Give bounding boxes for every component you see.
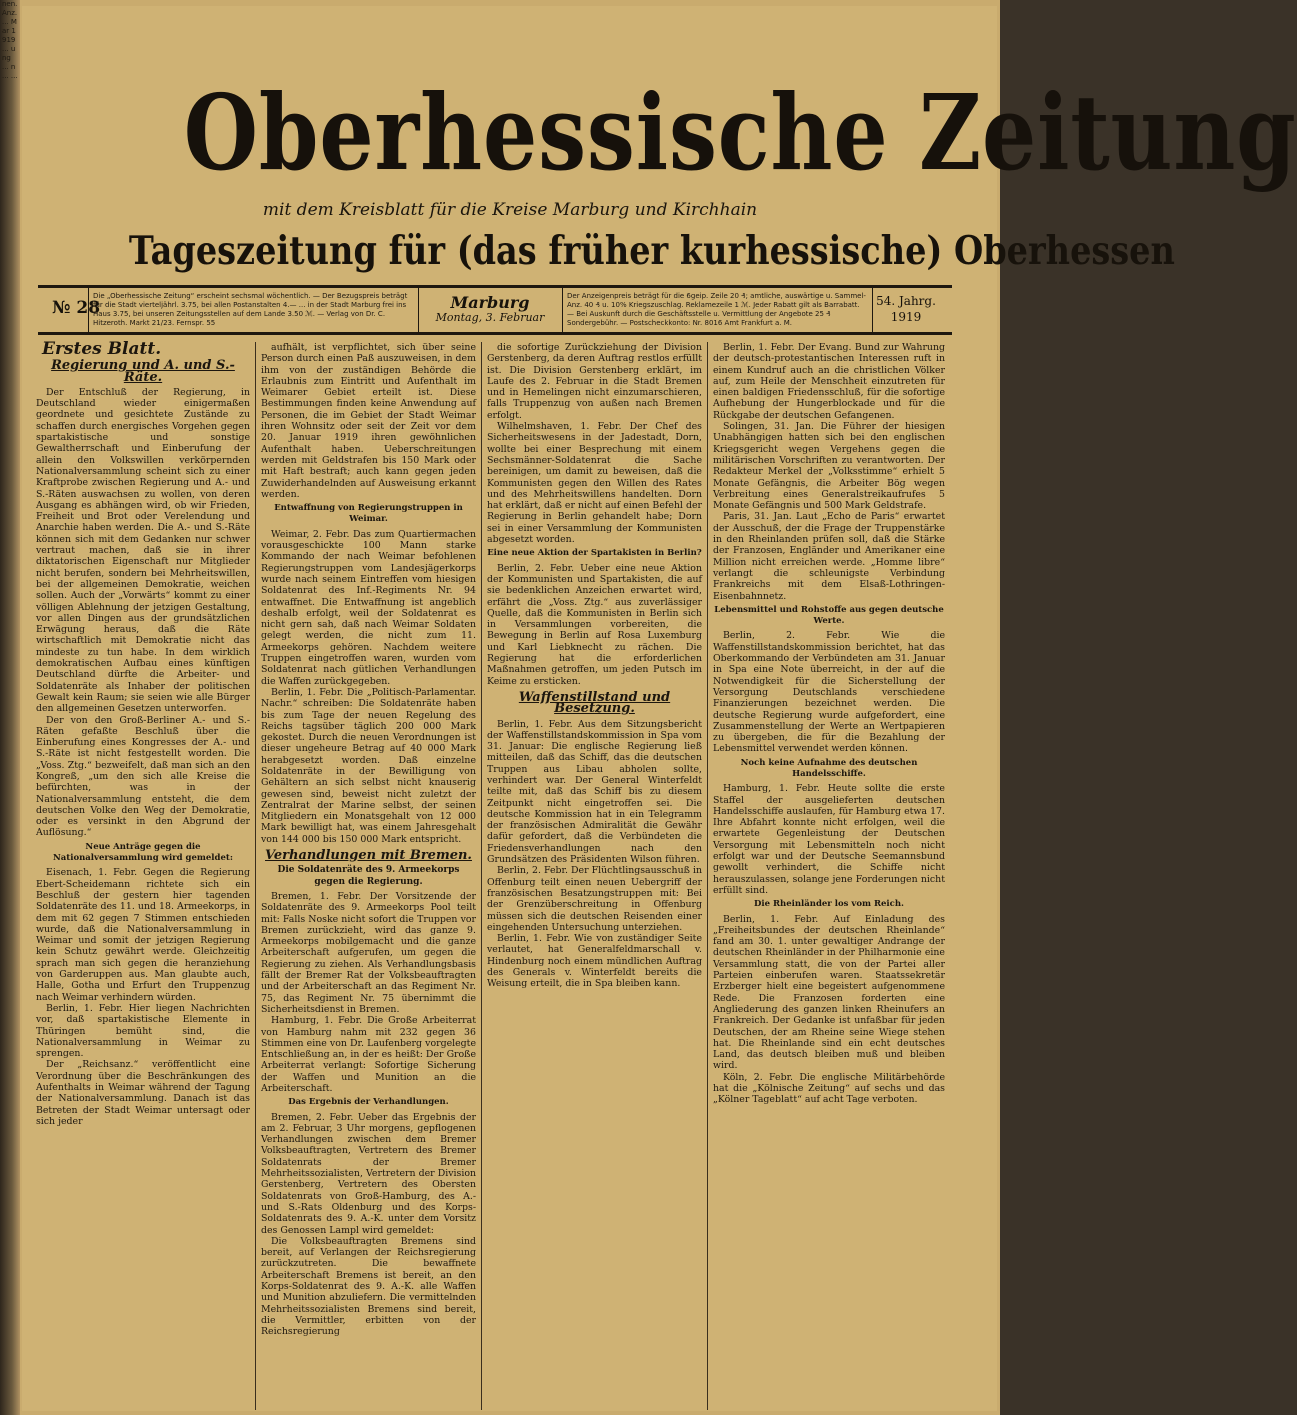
column-rule [481,342,482,1410]
volume-info [876,293,936,325]
book-binding [0,0,20,1415]
article-paragraph: Hamburg, 1. Febr. Die Große Arbeiterrat von Hamburg nahm mit 232 gegen 36 Stimmen eine von Dr. Laufenberg vorgelegte Entschließung an, in der es heißt: Der Große Arbeiterrat verlangt: Sofortige Sicherung der Waffen und Munition an die Arbeiterschaft. [261,1015,476,1094]
article-paragraph: Köln, 2. Febr. Die englische Militärbehörde hat die „Kölnische Zeitung“ auf sechs und das „Kölner Tageblatt“ auf acht Tage verboten. [713,1071,945,1106]
article-paragraph: Bremen, 1. Febr. Der Vorsitzende der Soldatenräte des 9. Armeekorps Pool teilt mit: Falls Noske nicht sofort die Truppen vor Bremen zurückzieht, wird das ganze 9. Armeekorps mobilgemacht und die ganze Arbeiterschaft aufgerufen, um gegen die Regierung zu ziehen. Als Verhandlungsbasis fällt der Bremer Rat der Volksbeauftragten und der Arbeiterschaft an das Regiment Nr. 75, das Regiment Nr. 75 übernimmt die Sicherheitsdienst in Bremen. [261,890,476,1015]
header-divider [418,288,419,332]
article-column-4 [713,342,945,1412]
section-note: Entwaffnung von Regierungstruppen in Weimar. [274,503,463,525]
article-column-1 [36,339,250,1412]
article-subheadline: Die Soldatenräte des 9. Armeekorps gegen die Regierung. [277,865,460,887]
header-divider [562,288,563,332]
article-paragraph: Berlin, 2. Febr. Ueber eine neue Aktion der Kommunisten und Spartakisten, die auf sie bedenklichen Anzeichen erwartet wird, erfährt die „Voss. Ztg.“ aus zuverlässiger Quelle, daß die Kommunisten in Berlin sich in Versammlungen vorbereiten, die Bewegung in Berlin auf Rosa Luxemburg und Karl Liebknecht zu rächen. Die Regierung hat die erforderlichen Maßnahmen getroffen, um jeden Putsch im Keime zu ersticken. [487,562,702,687]
article-paragraph: Eisenach, 1. Febr. Gegen die Regierung Ebert-Scheidemann richtete sich ein Beschluß der gestern hier tagenden Soldatenräte des 11. und 18. Armeekorps, in dem mit 62 gegen 7 Stimmen entschieden wurde, daß die Nationalversammlung in Weimar und somit der jetzigen Regierung kein Schutz gewährt werde. Gleichzeitig sprach man sich gegen die heranziehung von Garderuppen aus. Man glaubte auch, Halle, Gotha und Erfurt den Truppenzug nach Weimar verhindern würden. [36,867,250,1003]
article-paragraph: Berlin, 1. Febr. Die „Politisch-Parlamentar. Nachr.“ schreiben: Die Soldatenräte haben bis zum Tage der neuen Regelung des Reichs tagsüber täglich 200 000 Mark gekostet. Durch die neuen Verordnungen ist dieser ungeheure Betrag auf 40 000 Mark herabgesetzt worden. Daß einzelne Soldatenräte in der Bewilligung von Gehältern an sich selbst nicht knauserig gewesen sind, beweist nicht zuletzt der Zentralrat der Marine selbst, der seinen Mitgliedern ein Monatsgehalt von 12 000 Mark bewilligt hat, was einem Jahresgehalt von 144 000 bis 150 000 Mark entspricht. [261,686,476,845]
section-note: Das Ergebnis der Verhandlungen. [288,1097,449,1108]
column-rule [707,342,708,1410]
section-note: Die Rheinländer los vom Reich. [754,899,904,910]
column-rule [255,342,256,1410]
article-column-3 [487,342,702,1412]
article-headline: Waffenstillstand und Besetzung. [518,689,671,717]
article-column-2 [261,342,476,1412]
article-headline: Verhandlungen mit Bremen. [265,848,472,864]
article-paragraph: Berlin, 2. Febr. Wie die Waffenstillstandskommission berichtet, hat das Oberkommando der Verbündeten am 31. Januar in Spa eine Note überreicht, in der auf die Notwendigkeit für die Sicherstellung der Versorgung Deutschlands verschiedene Finanzierungen bezeichnet werden. Die deutsche Regierung wurde aufgefordert, eine Zusammenstellung der Werte an Wertpapieren zu übergeben, die für die Bezahlung der Lebensmittel verwendet werden können. [713,630,945,755]
article-paragraph: aufhält, ist verpflichtet, sich über seine Person durch einen Paß auszuweisen, in dem ihm von der zuständigen Behörde die Erlaubnis zum Eintritt und Aufenthalt im Weimarer Gebiet erteilt ist. Diese Bestimmungen finden keine Anwendung auf Personen, die im Gebiet der Stadt Weimar ihren Wohnsitz oder seit der Zeit vor dem 20. Januar 1919 ihren gewöhnlichen Aufenthalt haben. Ueberschreitungen werden mit Geldstrafen bis 150 Mark oder mit Haft bestraft; auch kann gegen jeden Zuwiderhandelnden auf Ausweisung erkannt werden. [261,342,476,500]
section-note: Noch keine Aufnahme des deutschen Handelsschiffe. [740,757,918,779]
article-paragraph: Berlin, 1. Febr. Der Evang. Bund zur Wahrung der deutsch-protestantischen Interessen ruft in einem Kundruf auch an die christlichen Völker auf, zum Heile der Menschheit einzutreten für einen baldigen Friedensschluß, für die sofortige Aufhebung der Hungerblockade und für die Rückgabe der deutschen Gefangenen. [713,342,945,421]
article-paragraph: Die Volksbeauftragten Bremens sind bereit, auf Verlangen der Reichsregierung zurückzutreten. Die bewaffnete Arbeiterschaft Bremens ist bereit, an den Korps-Soldatenrat des 9. A.-K. alle Waffen und Munition abzuliefern. Die vermittelnden Mehrheitssozialisten Bremens sind bereit, die Vermittler, erbitten von der Reichsregierung [261,1235,476,1338]
header-rule-bottom [38,332,952,335]
issue-date: Montag, 3. Februar [435,311,545,324]
header-rule-top [38,285,952,288]
spine-text: nen. Anz. ... Mar 1919 ... ung ... n ... ... [2,0,18,80]
article-paragraph: Der „Reichsanz.“ veröffentlicht eine Verordnung über die Beschränkungen des Aufenthalts in Weimar während der Tagung der Nationalversammlung. Danach ist das Betreten der Stadt Weimar untersagt oder sich jeder [36,1059,250,1127]
volume-label: 54. Jahrg. [876,294,936,308]
article-paragraph: Der Entschluß der Regierung, in Deutschland wieder einigermaßen geordnete und gesichtete Zustände zu schaffen durch energisches Vorgehen gegen spartakistische und sonstige Gewaltherrschaft und Einberufung der allein den Volkswillen verkörpernden Nationalversammlung scheint sich zu einer Kraftprobe zwischen Regierung und A.- und S.-Räten auswachsen zu wollen, von deren Ausgang es abhängen wird, ob wir Frieden, Freiheit und Brot oder Verelendung und Anarchie haben werden. Die A.- und S.-Räte können sich mit dem Gedanken nur schwer vertraut machen, daß sie in ihrer diktatorischen Eigenschaft nur Mitglieder nicht berufen, sondern bei Mehrheitswillen, bei der allgemeinen Demokratie, weichen sollen. Auch der „Vorwärts“ kommt zu einer völligen Ablehnung der jetzigen Gestaltung, vor allen Dingen aus der grundsätzlichen Erwägung heraus, daß die Räte wirtschaftlich mit Demokratie nicht das mindeste zu tun habe. In dem wirklich demokratischen Aufbau eines künftigen Deutschland dürfte die Arbeiter- und Soldatenräte als Inhaber der politischen Gewalt kein Raum; sie seien wie alle Bürger den allgemeinen Gesetzen unterworfen. [36,386,250,715]
article-paragraph: die sofortige Zurückziehung der Division Gerstenberg, da deren Auftrag restlos erfüllt ist. Die Division Gerstenberg erklärt, im Laufe des 2. Februar in die Stadt Bremen und in Hemelingen nicht einzumarschieren, falls Truppenzug von außen nach Bremen erfolgt. [487,342,702,421]
article-paragraph: Hamburg, 1. Febr. Heute sollte die erste Staffel der ausgelieferten deutschen Handelsschiffe auslaufen, für Hamburg etwa 17. Ihre Abfahrt konnte nicht erfolgen, weil die erwartete Gegenleistung der Deutschen Versorgung mit Lebensmitteln noch nicht erfolgt war und der Deutsche Seemannsbund gewollt verhindert, die Schiffe nicht herauszulassen, solange jene Forderungen nicht erfüllt sind. [713,783,945,896]
article-paragraph: Bremen, 2. Febr. Ueber das Ergebnis der am 2. Februar, 3 Uhr morgens, gepflogenen Verhandlungen zwischen dem Bremer Volksbeauftragten, Vertretern des Bremer Soldatenrats der Bremer Mehrheitssozialisten, Vertretern der Division Gerstenberg, Vertretern des Obersten Soldatenrats von Groß-Hamburg, des A.- und S.-Rats Oldenburg und des Korps-Soldatenrats des 9. A.-K. unter dem Vorsitz des Genossen Lampl wird gemeldet: [261,1111,476,1236]
masthead-tagline: Tageszeitung für (das früher kurhessische) Oberhessen [128,228,1175,274]
masthead-title: Oberhessische Zeitung [183,71,1297,194]
article-paragraph: Weimar, 2. Febr. Das zum Quartiermachen vorausgeschickte 100 Mann starke Kommando der nach Weimar befohlenen Regierungstruppen vom Landesjägerkorps wurde nach seinem Eintreffen vom hiesigen Soldatenrat des Inf.-Regiments Nr. 94 entwaffnet. Die Entwaffnung ist angeblich deshalb erfolgt, weil der Soldatenrat es nicht gern sah, daß nach Weimar Soldaten gelegt werden, die nicht zum 11. Armeekorps gehören. Nachdem weitere Truppen eingetroffen waren, wurden vom Soldatenrat nach gütlichen Verhandlungen die Waffen zurückgegeben. [261,528,476,687]
subscription-info: Die „Oberhessische Zeitung“ erscheint sechsmal wöchentlich. — Der Bezugspreis beträgt für die Stadt vierteljährl. 3.75, bei allen Postanstalten 4.— ... in der Stadt Marburg frei ins Haus 3.75, bei unseren Zeitungsstellen auf dem Lande 3.50 ℳ. — Verlag von Dr. C. Hitzeroth. Markt 21/23. Fernspr. 55 [93,292,408,327]
article-paragraph: Berlin, 1. Febr. Wie von zuständiger Seite verlautet, hat Generalfeldmarschall v. Hindenburg noch einem mündlichen Auftrag des Generals v. Winterfeldt bereits die Weisung erteilt, die in Spa bleiben kann. [487,933,702,990]
masthead-subtitle: mit dem Kreisblatt für die Kreise Marburg und Kirchhain [262,200,758,220]
section-note: Lebensmittel und Rohstoffe aus gegen deutsche Werte. [714,604,944,627]
article-paragraph: Paris, 31. Jan. Laut „Echo de Paris“ erwartet der Ausschuß, der die Frage der Truppenstärke in den Rheinlanden prüfen soll, daß die Stärke der Franzosen, Engländer und Amerikaner eine Million nicht erreichen werde. „Homme libre“ verlangt die schleunigste Verbindung Frankreichs mit dem Elsaß-Lothringen-Eisenbahnnetz. [713,511,945,602]
section-banner: Erstes Blatt. [42,339,162,359]
section-note: Eine neue Aktion der Spartakisten in Berlin? [487,548,702,559]
issue-number: № 28 [52,298,101,318]
article-paragraph: Berlin, 2. Febr. Der Flüchtlingsausschuß in Offenburg teilt einen neuen Uebergriff der französischen Besatzungstruppen mit: Bei der Grenzüberschreitung in Offenburg müssen sich die deutschen Reisenden einer eingehenden Untersuchung unterziehen. [487,865,702,933]
article-paragraph: Der von den Groß-Berliner A.- und S.-Räten gefaßte Beschluß über die Einberufung eines Kongresses der A.- und S.-Räte ist nicht festgestellt worden. Die „Voss. Ztg.“ bezweifelt, daß man sich an den Kongreß, „um den sich alle Kreise die befürchten, was in der Nationalversammlung entsteht, die dem deutschen Volke den Weg der Demokratie, oder es versinkt in den Abgrund der Auflösung.“ [36,714,250,839]
advertising-info: Der Anzeigenpreis beträgt für die 6geip. Zeile 20 ₰; amtliche, auswärtige u. Sammel-Anz. 40 ₰ u. 10% Kriegszuschlag. Reklamezeile 1 ℳ. Jeder Rabatt gilt als Barrabatt. — Bei Auskunft durch die Geschäftsstelle u. Vermittlung der Angebote 25 ₰ Sondergebühr. — Postscheckkonto: Nr. 8016 Amt Frankfurt a. M. [567,292,866,327]
article-paragraph: Wilhelmshaven, 1. Febr. Der Chef des Sicherheitswesens in der Jadestadt, Dorn, wollte bei einer Besprechung mit einem Sechsmänner-Soldatenrat die Sache bereinigen, um damit zu beweisen, daß die Kommunisten gegen den Willen des Rates und des Mehrheitswillens handelten. Dorn hat erklärt, daß er nicht auf einen Befehl der Regierung in Berlin gehandelt habe; Dorn sei in einer Versammlung der Kommunisten abgesetzt worden. [487,421,702,546]
article-paragraph: Solingen, 31. Jan. Die Führer der hiesigen Unabhängigen hatten sich bei den englischen Kriegsgericht wegen Vergehens gegen die militärischen Vorschriften zu verantworten. Der Redakteur Merkel der „Volksstimme“ erhielt 5 Monate Gefängnis, die Arbeiter Bög wegen Verbreitung eines Generalstreikaufrufes 5 Monate Gefängnis und 500 Mark Geldstrafe. [713,421,945,512]
section-note: Neue Anträge gegen die Nationalversammlung wird gemeldet: [53,841,233,864]
article-headline: Regierung und A. und S.-Räte. [51,358,235,385]
article-paragraph: Berlin, 1. Febr. Auf Einladung des „Freiheitsbundes der deutschen Rheinlande“ fand am 30. 1. unter gewaltiger Andrange der deutschen Rheinländer in der Philharmonie eine Versammlung statt, die von der Partei aller Parteien einberufen waren. Staatssekretär Erzberger hielt eine begeistert aufgenommene Rede. Die Franzosen forderten eine Angliederung des ganzen linken Rheinufers an Frankreich. Der Gedanke ist unfaßbar für jeden Deutschen, der am Rheine seine Wiege stehen hat. Die Rheinlande sind ein echt deutsches Land, das deutsch bleiben muß und bleiben wird. [713,913,945,1072]
city-label: Marburg [450,293,530,312]
article-paragraph: Berlin, 1. Febr. Aus dem Sitzungsbericht der Waffenstillstandskommission in Spa vom 31. Januar: Die englische Regierung ließ mitteilen, daß das Schiff, das die deutschen Truppen aus Libau abholen sollte, verhindert war. Der General Winterfeldt teilte mit, daß das Schiff bis zu diesem Zeitpunkt nicht eingetroffen sei. Die deutsche Kommission hat in ein Telegramm der französischen Admiralität die Gewähr dafür gefordert, daß die Verbündeten die Friedensverhandlungen nach den Grundsätzen des Präsidenten Wilson führen. [487,718,702,866]
header-divider [872,288,873,332]
volume-year: 1919 [890,310,922,324]
article-paragraph: Berlin, 1. Febr. Hier liegen Nachrichten vor, daß spartakistische Elemente in Thüringen bemüht sind, die Nationalversammlung in Weimar zu sprengen. [36,1002,250,1060]
